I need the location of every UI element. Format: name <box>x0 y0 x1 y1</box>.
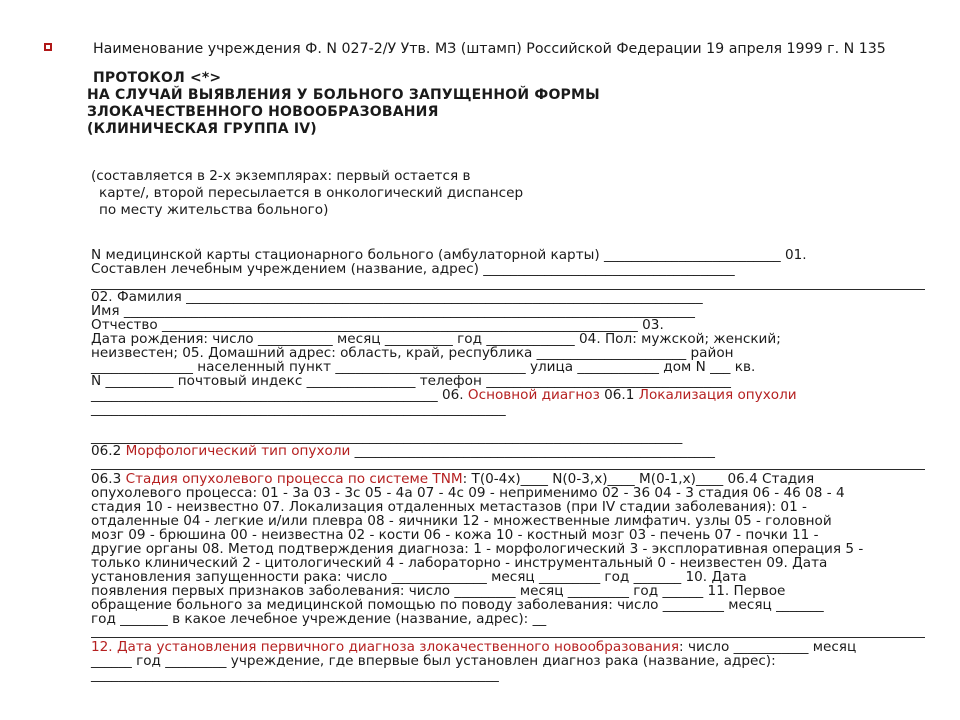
stage-line: опухолевого процесса: 01 - 3a 03 - 3c 05 - 4a 07 - 4c 09 - неприменимо 02 - 36 04 - 3 стадия 06 - 46 08 - 4 <box>91 485 845 501</box>
metastasis-line-3: мозг 09 - брюшина 00 - неизвестна 02 - кости 06 - кожа 10 - костный мозг 03 - печень 07 - почки 11 - <box>91 527 819 543</box>
metastasis-line-1: стадия 10 - неизвестно 07. Локализация отдаленных метастазов (при IV стадии заболевания): 01 - <box>91 499 807 515</box>
tnm-stage-label: Стадия опухолевого процесса по системе TNM <box>125 471 463 487</box>
tnm-values: : T(0-4x)____ N(0-3,x)____ M(0-1,x)____ 06.4 Стадия <box>462 471 815 487</box>
address-line-1: неизвестен; 05. Домашний адрес: область, край, республика ______________________ район <box>91 345 734 361</box>
final-blank-line: ____________________________________________________________ <box>91 667 499 683</box>
blank-field: _____________________________________________________ <box>350 443 715 459</box>
address-line-2: _______________ населенный пункт ____________________________ улица ____________ дом N ___ кв. <box>91 359 756 375</box>
institution-visit-line: год _______ в какое лечебное учреждение (название, адрес): __ <box>91 611 547 627</box>
note-line-1: (составляется в 2-х экземплярах: первый остается в <box>91 168 471 184</box>
tnm-number: 06.3 <box>91 471 126 487</box>
tnm-line <box>91 472 814 486</box>
first-signs-line: появления первых признаков заболевания: число _________ месяц _________ год ______ 11. Первое <box>91 583 786 599</box>
bullet-marker-icon <box>44 43 52 51</box>
title-line-1: ПРОТОКОЛ <*> <box>93 70 222 86</box>
patronymic-line: Отчество ______________________________________________________________________ 03. <box>91 317 664 333</box>
title-line-3: ЗЛОКАЧЕСТВЕННОГО НОВООБРАЗОВАНИЯ <box>87 104 439 120</box>
birth-date-line: Дата рождения: число ___________ месяц __________ год _____________ 04. Пол: мужской; женский; <box>91 331 781 347</box>
confirmation-method-line: другие органы 08. Метод подтверждения диагноза: 1 - морфологический 3 - эксплоративная операция 5 - <box>91 541 864 557</box>
primary-diagnosis-label: 12. Дата установления первичного диагноза злокачественного новообразования <box>91 639 680 655</box>
title-line-4: (КЛИНИЧЕСКАЯ ГРУППА IV) <box>87 121 317 137</box>
main-diagnosis-label: Основной диагноз <box>467 387 600 403</box>
morphology-label: Морфологический тип опухоли <box>125 443 351 459</box>
card-number-line: N медицинской карты стационарного больного (амбулаторной карты) __________________________ 01. <box>91 247 807 263</box>
blank-rule <box>91 637 925 638</box>
name-line: Имя ____________________________________________________________________________________ <box>91 303 695 319</box>
blank-rule <box>91 469 925 470</box>
blank-line-1: _____________________________________________________________ <box>91 401 506 417</box>
blank-field: ___________________________________________________ 06. <box>91 387 468 403</box>
primary-diagnosis-line <box>91 640 856 654</box>
primary-diagnosis-fields: : число ___________ месяц <box>679 639 857 655</box>
institution-line: Составлен лечебным учреждением (название, адрес) _____________________________________ <box>91 261 735 277</box>
title-line-2: НА СЛУЧАЙ ВЫЯВЛЕНИЯ У БОЛЬНОГО ЗАПУЩЕННОЙ ФОРМЫ <box>87 87 600 103</box>
diagnosis-line <box>91 388 797 402</box>
note-line-2: карте/, второй пересылается в онкологический диспансер <box>99 185 524 201</box>
diagnosis-number: 06.1 <box>599 387 639 403</box>
method-options-line: только клинический 2 - цитологический 4 - лабораторно - инструментальный 0 - неизвестен 09. Дата <box>91 555 828 571</box>
note-line-3: по месту жительства больного) <box>99 202 329 218</box>
first-visit-line: обращение больного за медицинской помощью по поводу заболевания: число _________ месяц _______ <box>91 597 824 613</box>
blank-line-2: _______________________________________________________________________________________ <box>91 429 683 445</box>
form-header: Наименование учреждения Ф. N 027-2/У Утв. МЗ (штамп) Российской Федерации 19 апреля 1999 г. N 135 <box>93 41 886 57</box>
address-line-3: N __________ почтовый индекс ________________ телефон ____________________________________ <box>91 373 731 389</box>
metastasis-line-2: отдаленные 04 - легкие и/или плевра 08 - яичники 12 - множественные лимфатич. узлы 05 - головной <box>91 513 832 529</box>
neglect-date-line: установления запущенности рака: число ______________ месяц _________ год _______ 10. Дата <box>91 569 747 585</box>
morphology-line <box>91 444 715 458</box>
diagnosis-institution-line: ______ год _________ учреждение, где впервые был установлен диагноз рака (название, адрес): <box>91 653 776 669</box>
morphology-number: 06.2 <box>91 443 126 459</box>
tumor-localization-label: Локализация опухоли <box>638 387 797 403</box>
surname-line: 02. Фамилия ____________________________________________________________________________ <box>91 289 703 305</box>
